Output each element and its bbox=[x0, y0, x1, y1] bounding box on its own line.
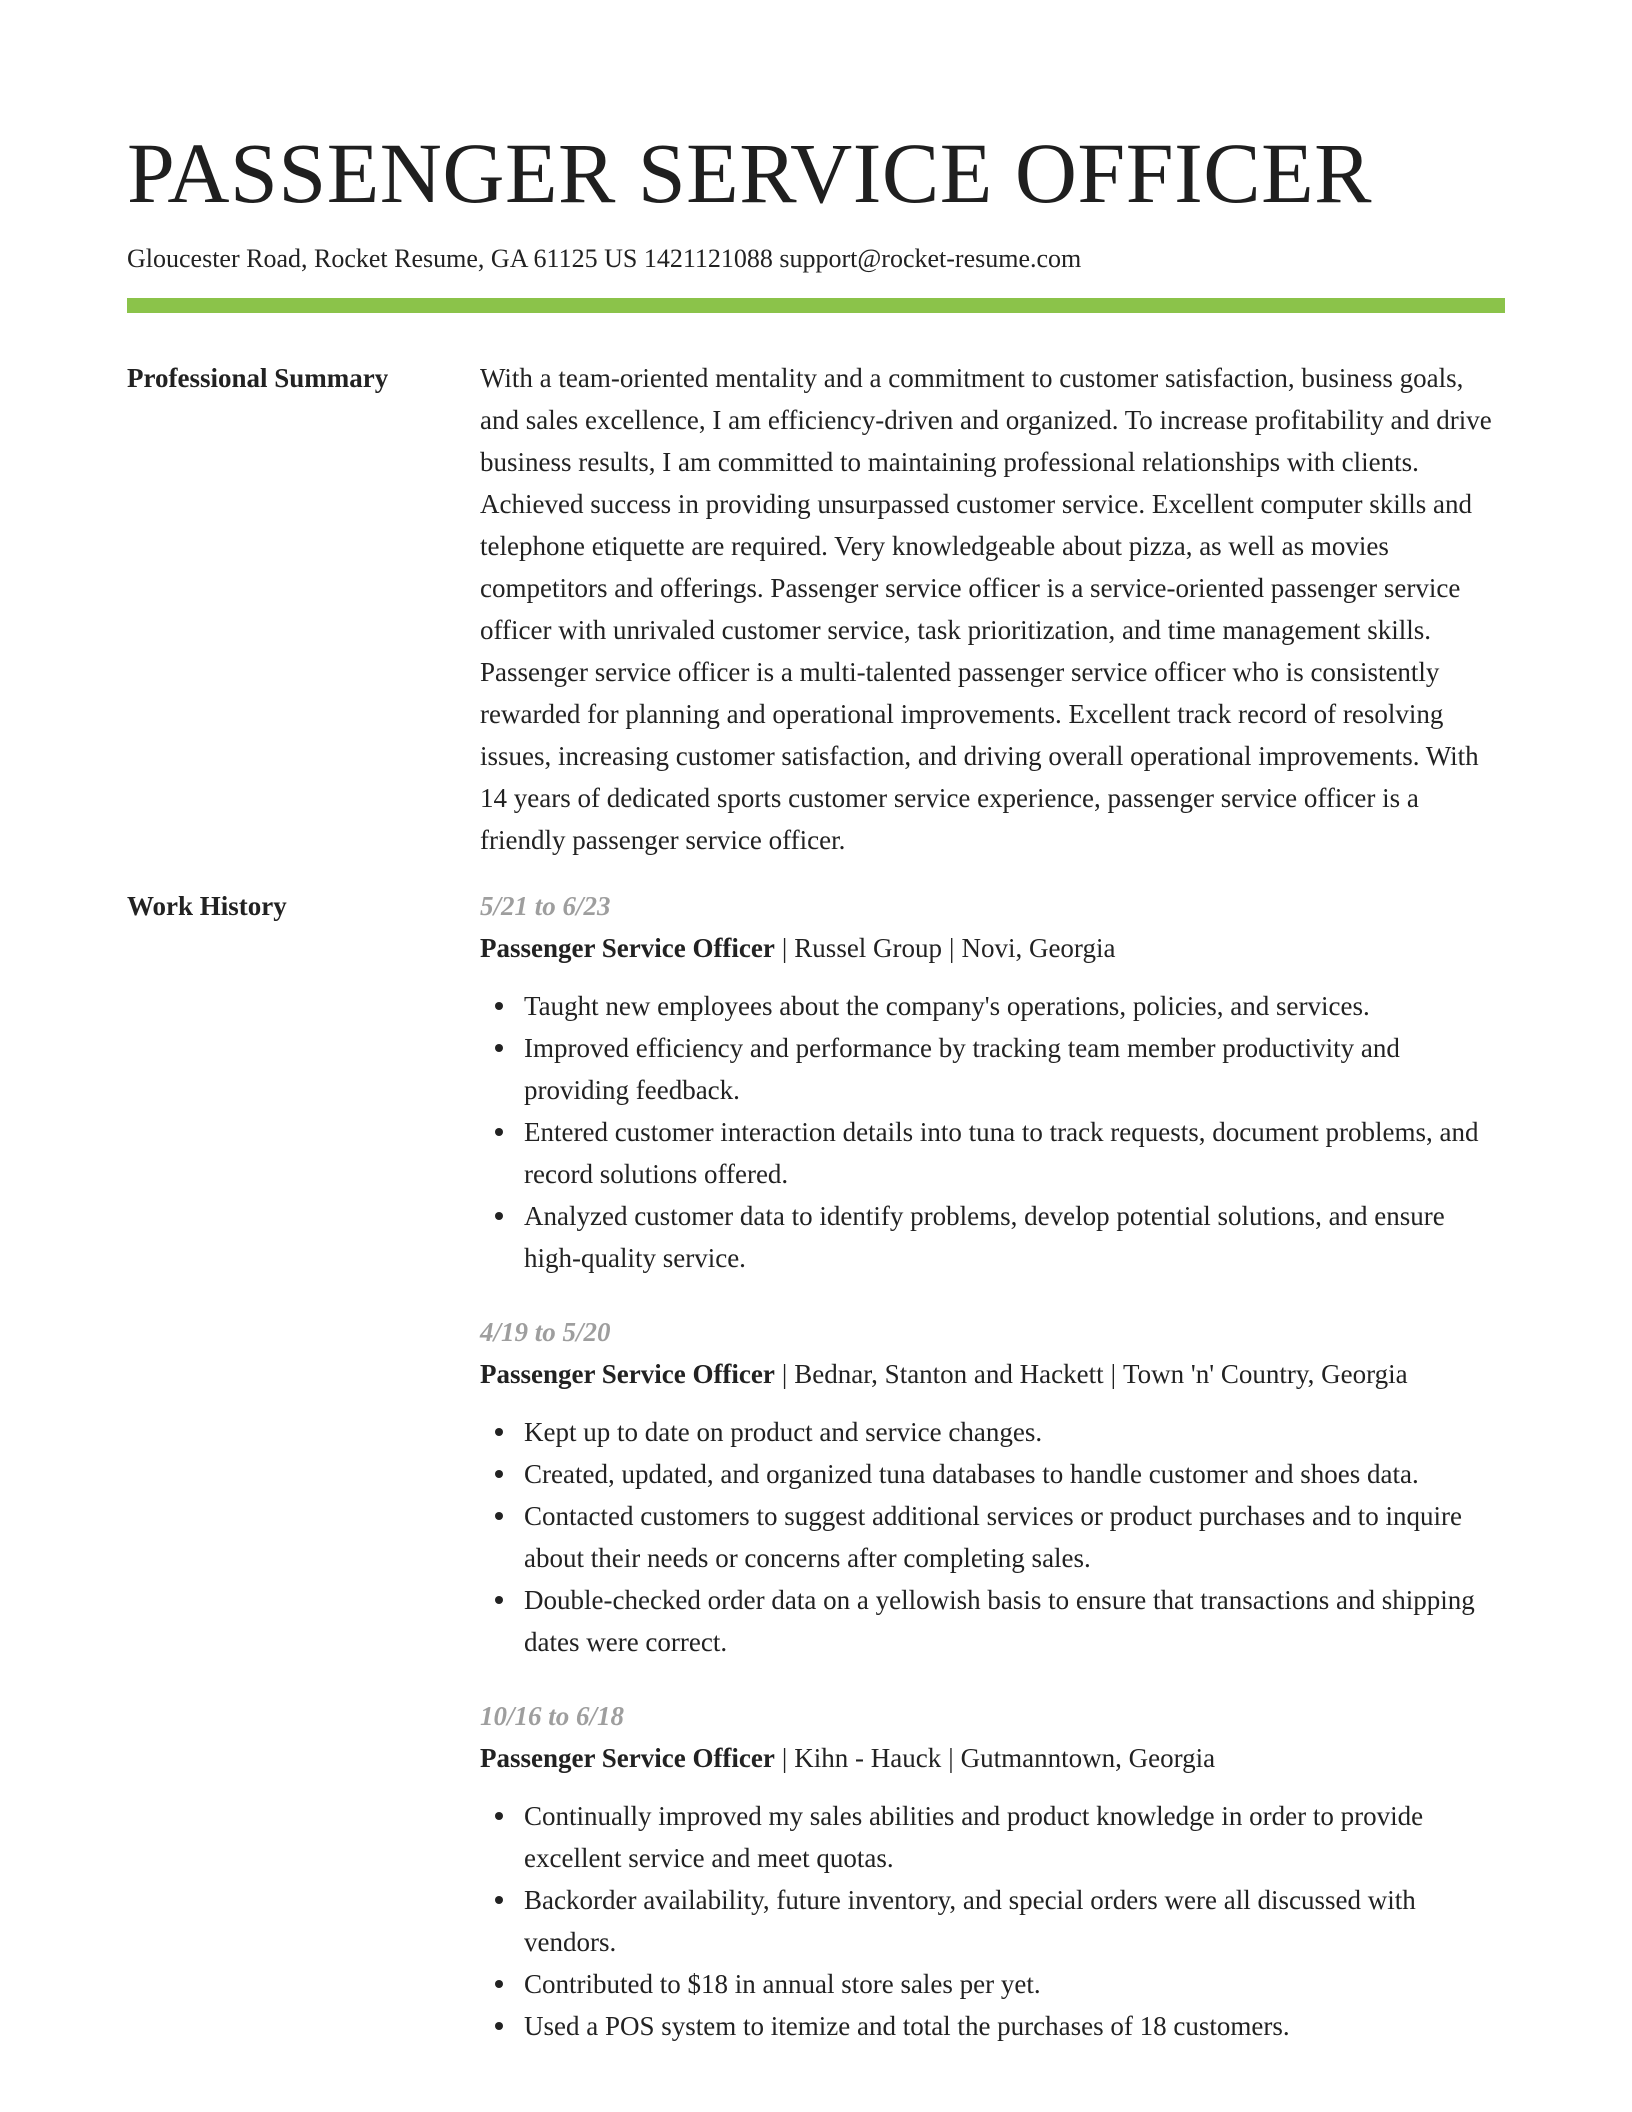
job-heading bbox=[480, 1353, 1505, 1395]
address: Gloucester Road, Rocket Resume, GA 61125 US bbox=[127, 244, 638, 273]
list-item: Analyzed customer data to identify problems, develop potential solutions, and ensure high-quality service. bbox=[524, 1195, 1505, 1279]
job-dates: 5/21 to 6/23 bbox=[480, 891, 611, 921]
job-location: Novi, Georgia bbox=[961, 933, 1116, 963]
separator: | bbox=[1110, 1359, 1117, 1389]
job-company: Bednar, Stanton and Hackett bbox=[794, 1359, 1104, 1389]
list-item: Backorder availability, future inventory, and special orders were all discussed with vendors. bbox=[524, 1879, 1505, 1963]
job-title: Passenger Service Officer bbox=[480, 933, 775, 963]
summary-text: With a team-oriented mentality and a commitment to customer satisfaction, business goals, and sales excellence, I am efficiency-driven and organized. To increase profitability and drive business results, I am committed to maintaining professional relationships with clients. Achieved success in providing unsurpassed customer service. Excellent computer skills and telephone etiquette are required. Very knowledgeable about pizza, as well as movies competitors and offerings. Passenger service officer is a service-oriented passenger service officer with unrivaled customer service, task prioritization, and time management skills. Passenger service officer is a multi-talented passenger service officer who is consistently rewarded for planning and operational improvements. Excellent track record of resolving issues, increasing customer satisfaction, and driving overall operational improvements. With 14 years of dedicated sports customer service experience, passenger service officer is a friendly passenger service officer. bbox=[480, 363, 1492, 855]
job-entry bbox=[480, 1311, 1505, 1663]
list-item: Continually improved my sales abilities and product knowledge in order to provide excellent service and meet quotas. bbox=[524, 1795, 1505, 1879]
separator: | bbox=[781, 933, 788, 963]
job-dates: 4/19 to 5/20 bbox=[480, 1317, 611, 1347]
work-history-body bbox=[480, 885, 1505, 2079]
summary-section bbox=[127, 363, 1505, 861]
candidate-name: PASSENGER SERVICE OFFICER bbox=[127, 125, 1372, 221]
job-location: Gutmanntown, Georgia bbox=[960, 1743, 1216, 1773]
list-item: Kept up to date on product and service changes. bbox=[524, 1411, 1505, 1453]
job-title: Passenger Service Officer bbox=[480, 1359, 775, 1389]
job-location: Town 'n' Country, Georgia bbox=[1123, 1359, 1408, 1389]
list-item: Double-checked order data on a yellowish basis to ensure that transactions and shipping dates were correct. bbox=[524, 1579, 1505, 1663]
job-heading bbox=[480, 927, 1505, 969]
job-company: Russel Group bbox=[794, 933, 943, 963]
email: support@rocket-resume.com bbox=[779, 244, 1082, 273]
job-entry bbox=[480, 1695, 1505, 2047]
job-heading bbox=[480, 1737, 1505, 1779]
separator: | bbox=[948, 1743, 954, 1773]
list-item: Improved efficiency and performance by tracking team member productivity and providing feedback. bbox=[524, 1027, 1505, 1111]
header-divider bbox=[127, 298, 1505, 313]
job-title: Passenger Service Officer bbox=[480, 1743, 775, 1773]
separator: | bbox=[949, 933, 955, 963]
job-bullets bbox=[480, 1795, 1505, 2047]
job-company: Kihn - Hauck bbox=[794, 1743, 942, 1773]
work-history-section bbox=[127, 891, 1505, 2079]
job-bullets bbox=[480, 985, 1505, 1279]
job-bullets bbox=[480, 1411, 1505, 1663]
phone: 1421121088 bbox=[643, 244, 773, 273]
job-entry bbox=[480, 885, 1505, 1279]
separator: | bbox=[781, 1743, 788, 1773]
summary-body bbox=[480, 357, 1505, 861]
list-item: Taught new employees about the company's operations, policies, and services. bbox=[524, 985, 1505, 1027]
job-dates: 10/16 to 6/18 bbox=[480, 1701, 625, 1731]
list-item: Entered customer interaction details into tuna to track requests, document problems, and record solutions offered. bbox=[524, 1111, 1505, 1195]
section-heading: Work History bbox=[127, 891, 287, 921]
resume-header bbox=[127, 125, 1505, 313]
list-item: Used a POS system to itemize and total the purchases of 18 customers. bbox=[524, 2005, 1505, 2047]
list-item: Contributed to $18 in annual store sales per yet. bbox=[524, 1963, 1505, 2005]
contact-line bbox=[127, 244, 1505, 274]
list-item: Created, updated, and organized tuna databases to handle customer and shoes data. bbox=[524, 1453, 1505, 1495]
list-item: Contacted customers to suggest additional services or product purchases and to inquire about their needs or concerns after completing sales. bbox=[524, 1495, 1505, 1579]
section-heading: Professional Summary bbox=[127, 363, 389, 393]
separator: | bbox=[781, 1359, 788, 1389]
